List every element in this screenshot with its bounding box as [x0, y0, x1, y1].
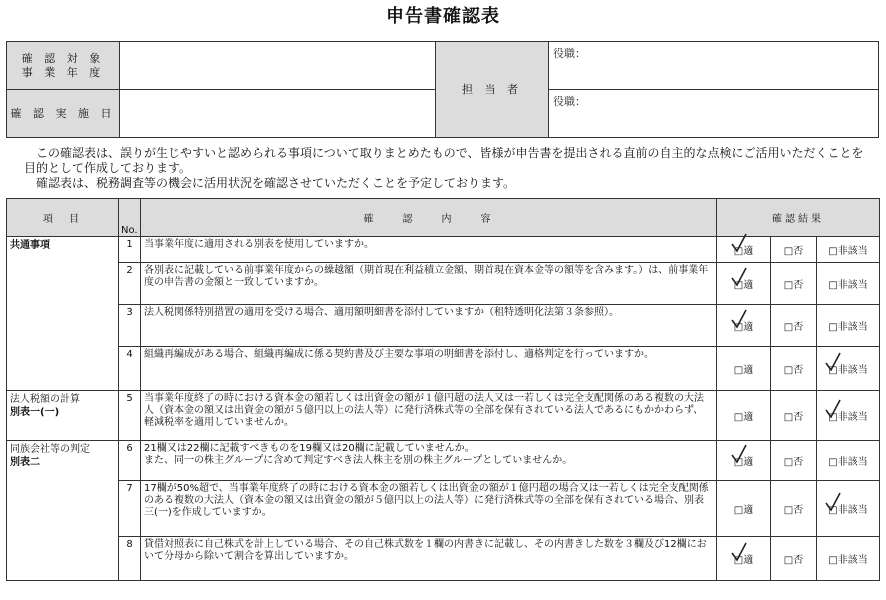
result-no-cell[interactable] [771, 391, 817, 441]
result-na-label: □非該当 [828, 322, 868, 333]
result-na-label: □非該当 [828, 555, 868, 566]
result-no-checkbox[interactable] [784, 453, 803, 468]
category-cell [7, 441, 119, 581]
date-label: 確 認 実 施 日 [7, 90, 120, 138]
result-na-checkbox[interactable] [828, 408, 867, 423]
result-na-label: □非該当 [828, 280, 868, 291]
role-field-2[interactable]: 役職： [549, 90, 879, 138]
row-content: 当事業年度終了の時における資本金の額若しくは出資金の額が１億円超の法人又は一若しくは完全支配関係のある複数の大法人（資本金の額又は出資金の額が５億円以上の法人等）に発行済株式等の全部を保有されている法人であるにもかかわらず、軽減税率を適用していませんか。 [141, 391, 717, 441]
check-mark-icon [730, 267, 748, 289]
check-mark-icon [730, 309, 748, 331]
row-content: 各別表に記載している前事業年度からの繰越額（期首現在利益積立金額、期首現在資本金等の額等を含みます。）は、前事業年度の申告書の金額と一致していますか。 [141, 263, 717, 305]
result-yes-cell[interactable] [717, 347, 771, 391]
result-yes-cell[interactable] [717, 391, 771, 441]
result-na-cell[interactable] [817, 263, 880, 305]
period-label: 確 認 対 象 事 業 年 度 [7, 42, 120, 90]
result-na-checkbox[interactable] [828, 318, 867, 333]
table-row [7, 441, 880, 481]
result-no-label: □否 [783, 457, 804, 468]
result-no-cell[interactable] [771, 263, 817, 305]
result-yes-checkbox[interactable] [734, 453, 753, 468]
result-no-label: □否 [783, 322, 804, 333]
category-name: 法人税額の計算 [10, 394, 80, 405]
result-yes-label: □適 [733, 246, 754, 257]
page-title: 申告書確認表 [386, 6, 500, 27]
col-item-header: 項 目 [7, 199, 119, 237]
result-no-label: □否 [783, 505, 804, 516]
result-yes-checkbox[interactable] [734, 242, 753, 257]
col-no-header: No. [119, 199, 141, 237]
result-yes-label: □適 [733, 280, 754, 291]
result-no-label: □否 [783, 280, 804, 291]
row-number: 8 [119, 537, 141, 581]
date-field[interactable] [120, 90, 436, 138]
result-na-checkbox[interactable] [828, 453, 867, 468]
result-na-checkbox[interactable] [828, 551, 867, 566]
intro-text [24, 146, 874, 191]
result-no-checkbox[interactable] [784, 501, 803, 516]
row-content: 法人税関係特別措置の適用を受ける場合、適用額明細書を添付していますか（租特透明化法第３条参照）。 [141, 305, 717, 347]
result-yes-cell[interactable] [717, 305, 771, 347]
result-yes-checkbox[interactable] [734, 318, 753, 333]
result-yes-checkbox[interactable] [734, 361, 753, 376]
check-mark-icon [730, 233, 748, 255]
header-table [6, 41, 879, 138]
check-mark-icon [824, 399, 842, 421]
result-no-checkbox[interactable] [784, 318, 803, 333]
table-row [7, 237, 880, 263]
result-na-cell[interactable] [817, 391, 880, 441]
row-content: 組織再編成がある場合、組織再編成に係る契約書及び主要な事項の明細書を添付し、適格判定を行っていますか。 [141, 347, 717, 391]
result-yes-label: □適 [733, 322, 754, 333]
category-name: 同族会社等の判定 [10, 444, 90, 455]
category-cell [7, 391, 119, 441]
result-na-cell[interactable] [817, 237, 880, 263]
category-name: 共通事項 [10, 240, 50, 251]
result-no-checkbox[interactable] [784, 408, 803, 423]
result-yes-label: □適 [733, 555, 754, 566]
result-na-cell[interactable] [817, 347, 880, 391]
result-no-cell[interactable] [771, 481, 817, 537]
row-number: 1 [119, 237, 141, 263]
result-yes-checkbox[interactable] [734, 408, 753, 423]
result-yes-checkbox[interactable] [734, 276, 753, 291]
result-yes-cell[interactable] [717, 263, 771, 305]
category-sub: 別表一(一) [10, 407, 60, 418]
check-mark-icon [824, 352, 842, 374]
table-row [7, 481, 880, 537]
result-na-label: □非該当 [828, 412, 868, 423]
row-content: 21欄又は22欄に記載すべきものを19欄又は20欄に記載していませんか。 また、同一の株主グループに含めて判定すべき法人株主を別の株主グループとしていませんか。 [141, 441, 717, 481]
role-field-1[interactable]: 役職： [549, 42, 879, 90]
check-mark-icon [824, 492, 842, 514]
category-cell [7, 237, 119, 391]
result-na-cell[interactable] [817, 481, 880, 537]
result-na-label: □非該当 [828, 246, 868, 257]
row-content: 17欄が50%超で、当事業年度終了の時における資本金の額若しくは出資金の額が１億円超の場合又は一若しくは完全支配関係のある複数の大法人（資本金の額又は出資金の額が５億円以上の法人等）に発行済株式等の全部を保有されている場合、別表三(一)を作成していますか。 [141, 481, 717, 537]
row-number: 6 [119, 441, 141, 481]
check-mark-icon [730, 444, 748, 466]
result-na-cell[interactable] [817, 537, 880, 581]
check-table [6, 198, 880, 581]
row-content: 当事業年度に適用される別表を使用していますか。 [141, 237, 717, 263]
result-no-checkbox[interactable] [784, 551, 803, 566]
result-no-label: □否 [783, 555, 804, 566]
result-no-cell[interactable] [771, 347, 817, 391]
table-row [7, 347, 880, 391]
result-na-label: □非該当 [828, 505, 868, 516]
result-yes-label: □適 [733, 505, 754, 516]
row-number: 2 [119, 263, 141, 305]
row-number: 3 [119, 305, 141, 347]
result-yes-cell[interactable] [717, 441, 771, 481]
result-no-checkbox[interactable] [784, 242, 803, 257]
result-no-checkbox[interactable] [784, 276, 803, 291]
result-yes-label: □適 [733, 412, 754, 423]
intro-paragraph-1: この確認表は、誤りが生じやすいと認められる事項について取りまとめたもので、皆様が申告書を提出される直前の自主的な点検にご活用いただくことを目的として作成しております。 [24, 146, 864, 175]
category-sub: 別表二 [10, 457, 40, 468]
result-na-checkbox[interactable] [828, 276, 867, 291]
result-no-cell[interactable] [771, 237, 817, 263]
result-yes-cell[interactable] [717, 537, 771, 581]
result-na-checkbox[interactable] [828, 361, 867, 376]
result-no-cell[interactable] [771, 537, 817, 581]
row-number: 5 [119, 391, 141, 441]
result-na-label: □非該当 [828, 365, 868, 376]
result-yes-label: □適 [733, 457, 754, 468]
result-yes-cell[interactable] [717, 481, 771, 537]
result-na-cell[interactable] [817, 441, 880, 481]
table-row [7, 263, 880, 305]
result-no-label: □否 [783, 246, 804, 257]
result-no-cell[interactable] [771, 305, 817, 347]
result-yes-cell[interactable] [717, 237, 771, 263]
table-row [7, 537, 880, 581]
table-row [7, 391, 880, 441]
result-no-label: □否 [783, 412, 804, 423]
result-na-checkbox[interactable] [828, 501, 867, 516]
row-number: 7 [119, 481, 141, 537]
col-result-header: 確認結果 [717, 199, 880, 237]
table-row [7, 305, 880, 347]
person-label: 担 当 者 [436, 42, 549, 138]
result-na-cell[interactable] [817, 305, 880, 347]
result-na-checkbox[interactable] [828, 242, 867, 257]
result-yes-label: □適 [733, 365, 754, 376]
result-yes-checkbox[interactable] [734, 551, 753, 566]
intro-paragraph-2: 確認表は、税務調査等の機会に活用状況を確認させていただくことを予定しております。 [36, 176, 516, 190]
result-no-cell[interactable] [771, 441, 817, 481]
result-no-checkbox[interactable] [784, 361, 803, 376]
result-na-label: □非該当 [828, 457, 868, 468]
row-content: 貸借対照表に自己株式を計上している場合、その自己株式数を１欄の内書きに記載し、その内書きした数を３欄及び12欄において分母から除いて割合を算出していますか。 [141, 537, 717, 581]
row-number: 4 [119, 347, 141, 391]
result-no-label: □否 [783, 365, 804, 376]
col-content-header: 確 認 内 容 [141, 199, 717, 237]
result-yes-checkbox[interactable] [734, 501, 753, 516]
period-field[interactable] [120, 42, 436, 90]
check-mark-icon [730, 542, 748, 564]
